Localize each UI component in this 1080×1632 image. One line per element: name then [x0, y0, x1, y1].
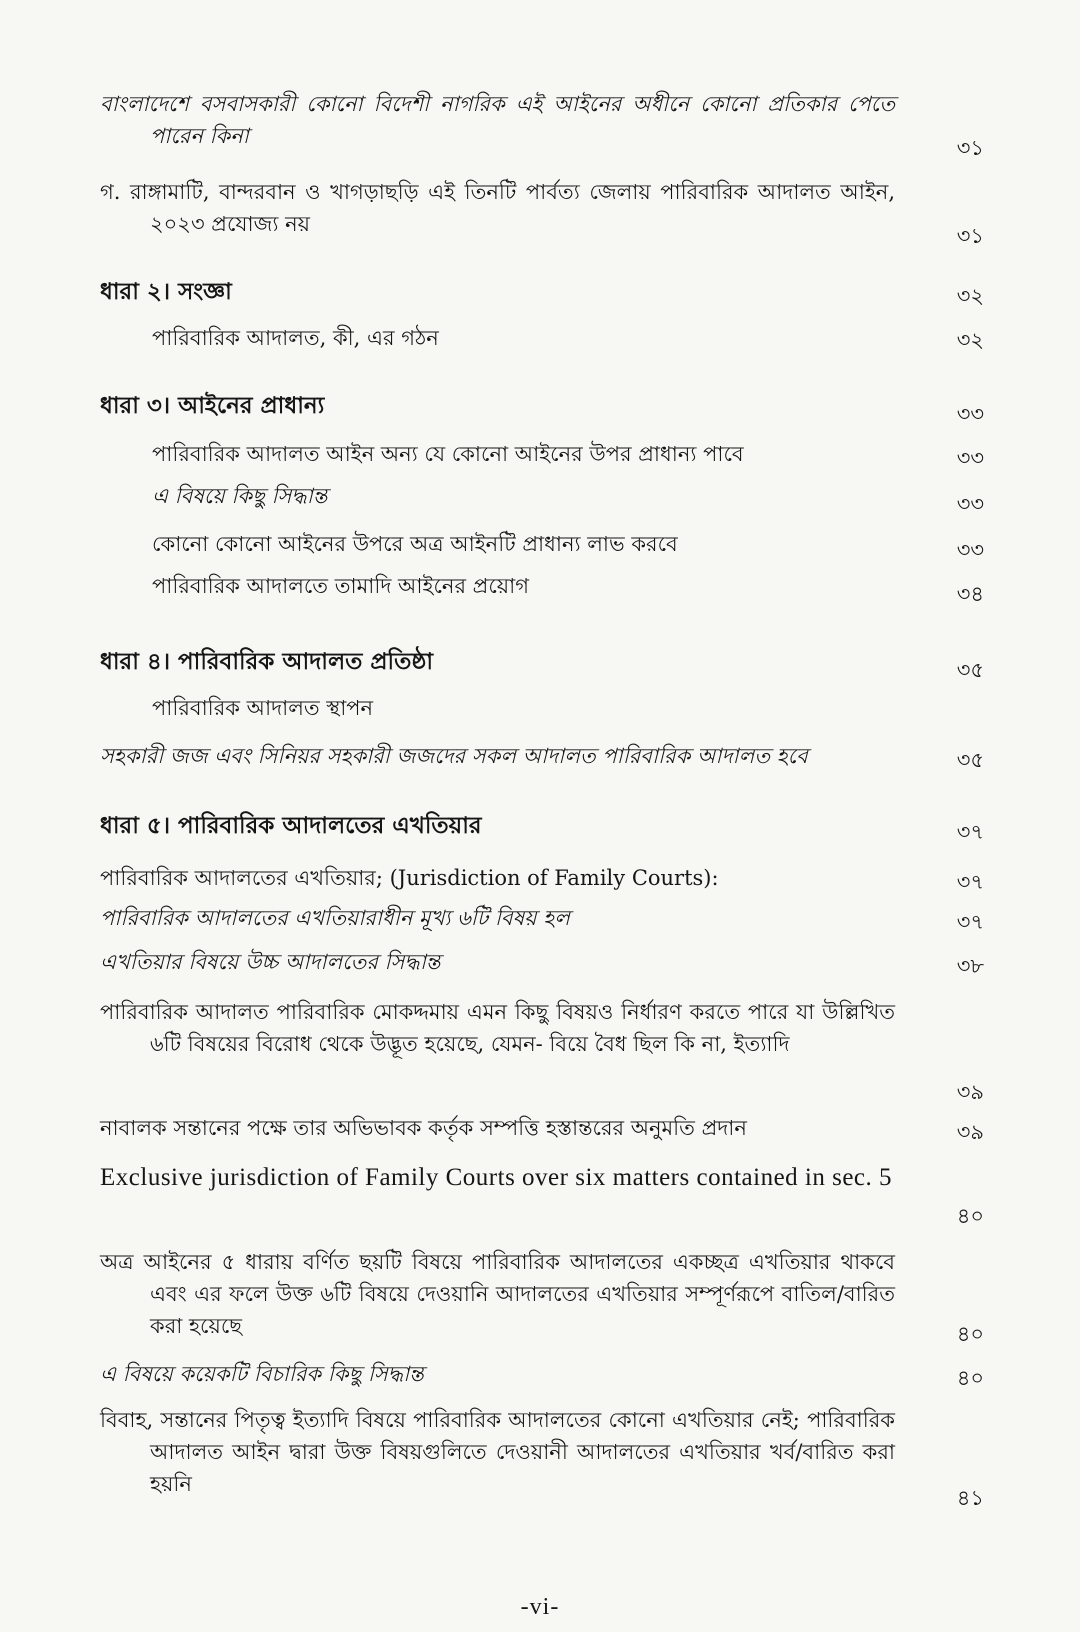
section-heading [100, 390, 905, 422]
page-folio: -vi- [520, 1594, 560, 1620]
toc-page-number: ৪১ [956, 1486, 984, 1510]
section-heading-text: ধারা ৪। পারিবারিক আদালত প্রতিষ্ঠা [100, 648, 434, 675]
toc-page-number: ৩৩ [956, 538, 984, 562]
toc-entry [100, 1358, 905, 1390]
toc-page-number: ৩৭ [956, 910, 984, 934]
toc-page-number: ৩২ [956, 284, 984, 308]
toc-page-number: ৩৫ [956, 658, 984, 682]
toc-entry-text: পারিবারিক আদালতে তামাদি আইনের প্রয়োগ [152, 574, 530, 598]
toc-page-number: ৪০ [956, 1322, 984, 1346]
toc-entry [152, 570, 905, 602]
toc-entry-text: পারিবারিক আদালত পারিবারিক মোকদ্দমায় এমন কিছু বিষয়ও নির্ধারণ করতে পারে যা উল্লিখিত ৬টি বিষয়ের বিরোধ থেকে উদ্ভূত হয়েছে, যেমন- বিয়ে বৈধ ছিল কি না, ইত্যাদি [100, 1000, 895, 1056]
toc-entry-text: এখতিয়ার বিষয়ে উচ্চ আদালতের সিদ্ধান্ত [100, 950, 441, 974]
toc-entry [100, 88, 905, 152]
toc-entry [100, 740, 905, 772]
toc-page-number: ৪০ [956, 1204, 984, 1228]
toc-page-number: ৩৯ [956, 1080, 984, 1104]
toc-entry [152, 692, 905, 724]
section-heading-text: ধারা ৫। পারিবারিক আদালতের এখতিয়ার [100, 812, 482, 839]
toc-entry [100, 946, 905, 978]
toc-entry-text: Exclusive jurisdiction of Family Courts over six matters contained in sec. 5 [100, 1164, 893, 1191]
toc-entry-text: গ. রাঙ্গামাটি, বান্দরবান ও খাগড়াছড়ি এই তিনটি পার্বত্য জেলায় পারিবারিক আদালত আইন, ২০২৩ প্রযোজ্য নয় [100, 180, 895, 236]
toc-page-number: ৩৯ [956, 1120, 984, 1144]
section-heading-text: ধারা ২। সংজ্ঞা [100, 278, 232, 305]
toc-entry-text: পারিবারিক আদালতের এখতিয়ার; (Jurisdiction of Family Courts): [100, 866, 719, 890]
toc-entry [100, 1112, 905, 1144]
toc-entry [100, 996, 905, 1060]
toc-entry-text: পারিবারিক আদালত, কী, এর গঠন [152, 326, 439, 350]
toc-entry-text: পারিবারিক আদালত স্থাপন [152, 696, 374, 720]
toc-page-number: ৩১ [956, 136, 984, 160]
toc-entry-text: বাংলাদেশে বসবাসকারী কোনো বিদেশী নাগরিক এই আইনের অধীনে কোনো প্রতিকার পেতে পারেন কিনা [100, 92, 895, 148]
toc-page-number: ৩৪ [956, 582, 984, 606]
toc-page-number: ৪০ [956, 1366, 984, 1390]
toc-entry-text: নাবালক সন্তানের পক্ষে তার অভিভাবক কর্তৃক সম্পত্তি হস্তান্তরের অনুমতি প্রদান [100, 1116, 747, 1140]
toc-entry [152, 528, 905, 560]
toc-entry-text: বিবাহ, সন্তানের পিতৃত্ব ইত্যাদি বিষয়ে পারিবারিক আদালতের কোনো এখতিয়ার নেই; পারিবারিক আদালত আইন দ্বারা উক্ত বিষয়গুলিতে দেওয়ানী আদালতের এখতিয়ার খর্ব/বারিত করা হয়নি [100, 1408, 895, 1496]
toc-page-number: ৩২ [956, 328, 984, 352]
section-heading [100, 810, 905, 842]
toc-page-number: ৩৭ [956, 870, 984, 894]
toc-entry [100, 1160, 905, 1196]
toc-entry-text: এ বিষয়ে কয়েকটি বিচারিক কিছু সিদ্ধান্ত [100, 1362, 424, 1386]
toc-page-number: ৩১ [956, 224, 984, 248]
section-heading [100, 646, 905, 678]
toc-entry [100, 1246, 905, 1342]
toc-entry [100, 176, 905, 240]
toc-page-number: ৩৫ [956, 748, 984, 772]
toc-entry-text: এ বিষয়ে কিছু সিদ্ধান্ত [152, 484, 328, 508]
toc-page-number: ৩৮ [956, 954, 984, 978]
toc-entry [100, 1404, 905, 1500]
toc-entry-text: পারিবারিক আদালত আইন অন্য যে কোনো আইনের উপর প্রাধান্য পাবে [152, 442, 744, 466]
section-heading-text: ধারা ৩। আইনের প্রাধান্য [100, 392, 325, 419]
section-heading [100, 276, 905, 308]
toc-entry-text: পারিবারিক আদালতের এখতিয়ারাধীন মূখ্য ৬টি বিষয় হল [100, 906, 570, 930]
toc-entry-text: সহকারী জজ এবং সিনিয়র সহকারী জজদের সকল আদালত পারিবারিক আদালত হবে [100, 744, 808, 768]
toc-entry-text: অত্র আইনের ৫ ধারায় বর্ণিত ছয়টি বিষয়ে পারিবারিক আদালতের একচ্ছত্র এখতিয়ার থাকবে এবং এর ফলে উক্ত ৬টি বিষয়ে দেওয়ানি আদালতের এখতিয়ার সম্পূর্ণরূপে বাতিল/বারিত করা হয়েছে [100, 1250, 895, 1338]
toc-page-number: ৩৩ [956, 446, 984, 470]
toc-entry [100, 902, 905, 934]
toc-entry [100, 862, 905, 894]
toc-page-number: ৩৩ [956, 492, 984, 516]
toc-entry [152, 438, 905, 470]
toc-entry [152, 322, 905, 354]
toc-page-number: ৩৭ [956, 820, 984, 844]
toc-entry-text: কোনো কোনো আইনের উপরে অত্র আইনটি প্রাধান্য লাভ করবে [152, 532, 678, 556]
toc-entry [152, 480, 905, 512]
toc-page-number: ৩৩ [956, 402, 984, 426]
